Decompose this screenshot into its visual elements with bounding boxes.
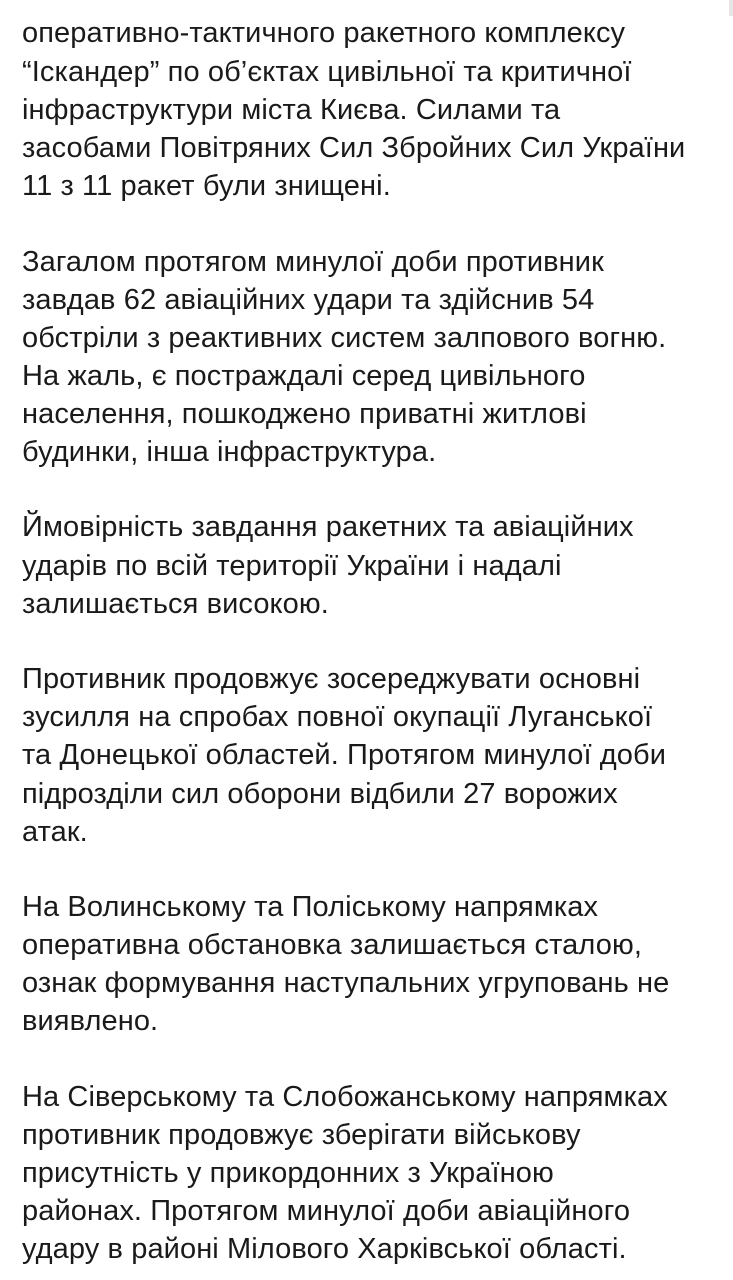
text-line: На Волинському та Поліському напрямках (22, 891, 599, 923)
text-line: На Сіверському та Слобожанському напрямках (22, 1081, 668, 1113)
text-line: завдав 62 авіаційних удари та здійснив 54 (22, 284, 595, 316)
text-line: Противник продовжує зосереджувати основні (22, 663, 641, 695)
text-line: підрозділи сил оборони відбили 27 ворожих (22, 778, 618, 810)
text-line: будинки, інша інфраструктура. (22, 436, 437, 468)
text-line: удару в районі Мілового Харківської області. (22, 1233, 627, 1265)
text-line: зусилля на спробах повної окупації Луганської (22, 701, 653, 733)
text-line: районах. Протягом минулої доби авіаційного (22, 1195, 631, 1227)
text-line: ознак формування наступальних угруповань не (22, 967, 670, 999)
text-line: противник продовжує зберігати військову (22, 1119, 581, 1151)
text-line: оперативно-тактичного ракетного комплексу (22, 17, 626, 49)
text-line: обстріли з реактивних систем залпового вогню. (22, 322, 667, 354)
text-line: виявлено. (22, 1005, 159, 1037)
text-line: ударів по всій території України і надалі (22, 550, 562, 582)
text-line: населення, пошкоджено приватні житлові (22, 398, 587, 430)
text-line: та Донецької областей. Протягом минулої доби (22, 739, 667, 771)
text-line: На жаль, є постраждалі серед цивільного (22, 360, 586, 392)
text-line: присутність у прикордонних з Україною (22, 1157, 554, 1189)
text-line: 11 з 11 ракет були знищені. (22, 170, 391, 202)
text-line: “Іскандер” по об’єктах цивільної та критичної (22, 56, 632, 88)
text-line: інфраструктури міста Києва. Силами та (22, 94, 561, 126)
text-line: атак. (22, 816, 88, 848)
text-line: оперативна обстановка залишається сталою, (22, 929, 642, 961)
article-body (22, 0, 722, 1280)
text-line: Загалом протягом минулої доби противник (22, 246, 604, 278)
text-line: засобами Повітряних Сил Збройних Сил України (22, 132, 686, 164)
text-line: залишається високою. (22, 588, 329, 620)
scroll-indicator[interactable] (729, 0, 733, 16)
text-line: Ймовірність завдання ракетних та авіаційних (22, 511, 634, 543)
